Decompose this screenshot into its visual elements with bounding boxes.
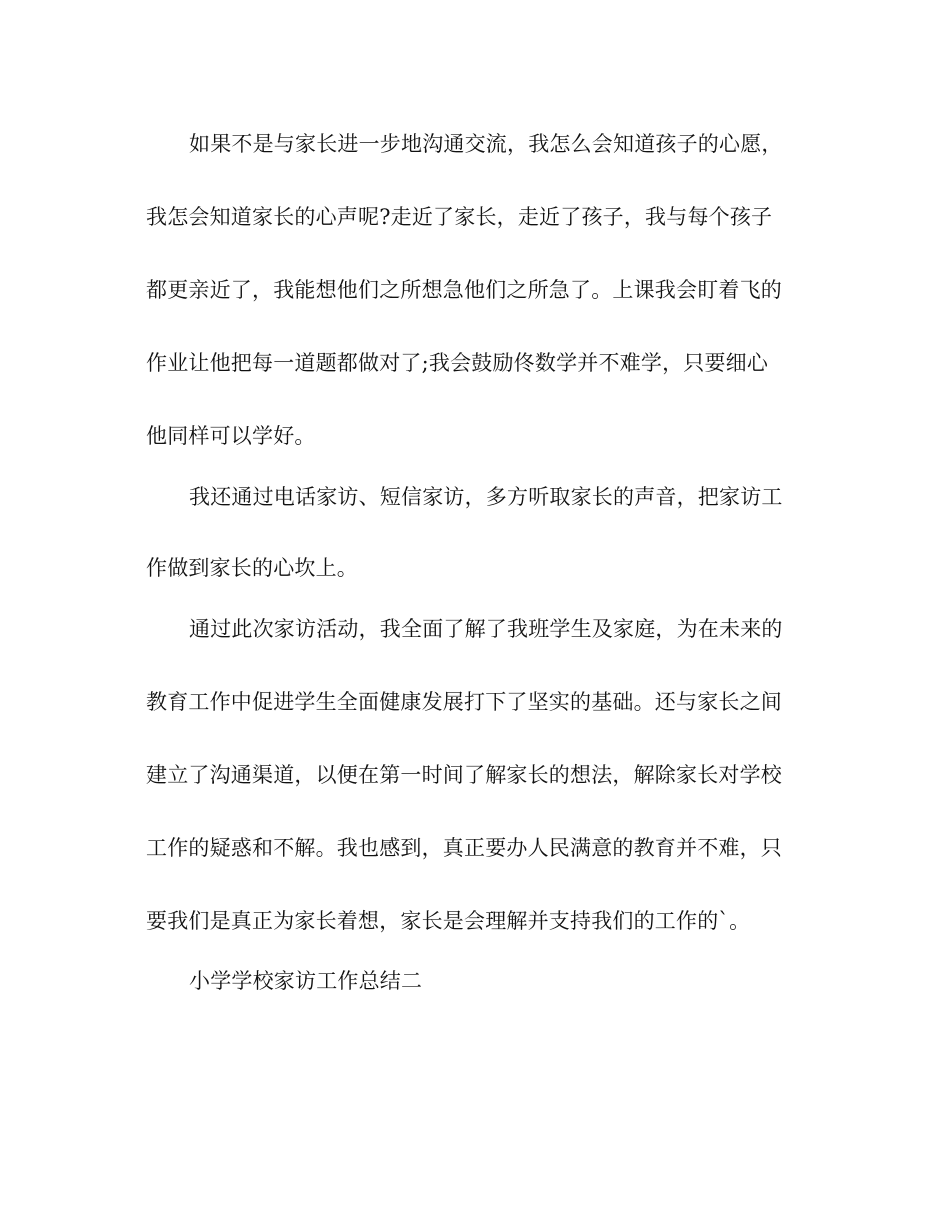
paragraph-2-line-1: 我还通过电话家访、短信家访，多方听取家长的声音，把家访工 — [189, 485, 783, 509]
paragraph-1-line-2: 我怎会知道家长的心声呢?走近了家长，走近了孩子，我与每个孩子 — [146, 205, 773, 229]
paragraph-3-line-3: 建立了沟通渠道，以便在第一时间了解家长的想法，解除家长对学校 — [146, 763, 782, 787]
paragraph-1-line-1: 如果不是与家长进一步地沟通交流，我怎么会知道孩子的心愿， — [189, 132, 783, 156]
paragraph-3-line-1: 通过此次家访活动，我全面了解了我班学生及家庭，为在未来的 — [189, 617, 783, 641]
paragraph-1-line-5: 他同样可以学好。 — [146, 424, 316, 448]
paragraph-2-line-2: 作做到家长的心坎上。 — [146, 556, 358, 580]
paragraph-1-line-3: 都更亲近了，我能想他们之所想急他们之所急了。上课我会盯着飞的 — [146, 278, 782, 302]
paragraph-3-line-4: 工作的疑惑和不解。我也感到，真正要办人民满意的教育并不难，只 — [146, 836, 782, 860]
paragraph-3-line-5: 要我们是真正为家长着想，家长是会理解并支持我们的工作的`。 — [146, 909, 751, 933]
section-heading: 小学学校家访工作总结二 — [189, 969, 423, 993]
paragraph-1-line-4: 作业让他把每一道题都做对了;我会鼓励佟数学并不难学，只要细心 — [146, 351, 769, 375]
paragraph-3-line-2: 教育工作中促进学生全面健康发展打下了坚实的基础。还与家长之间 — [146, 690, 782, 714]
